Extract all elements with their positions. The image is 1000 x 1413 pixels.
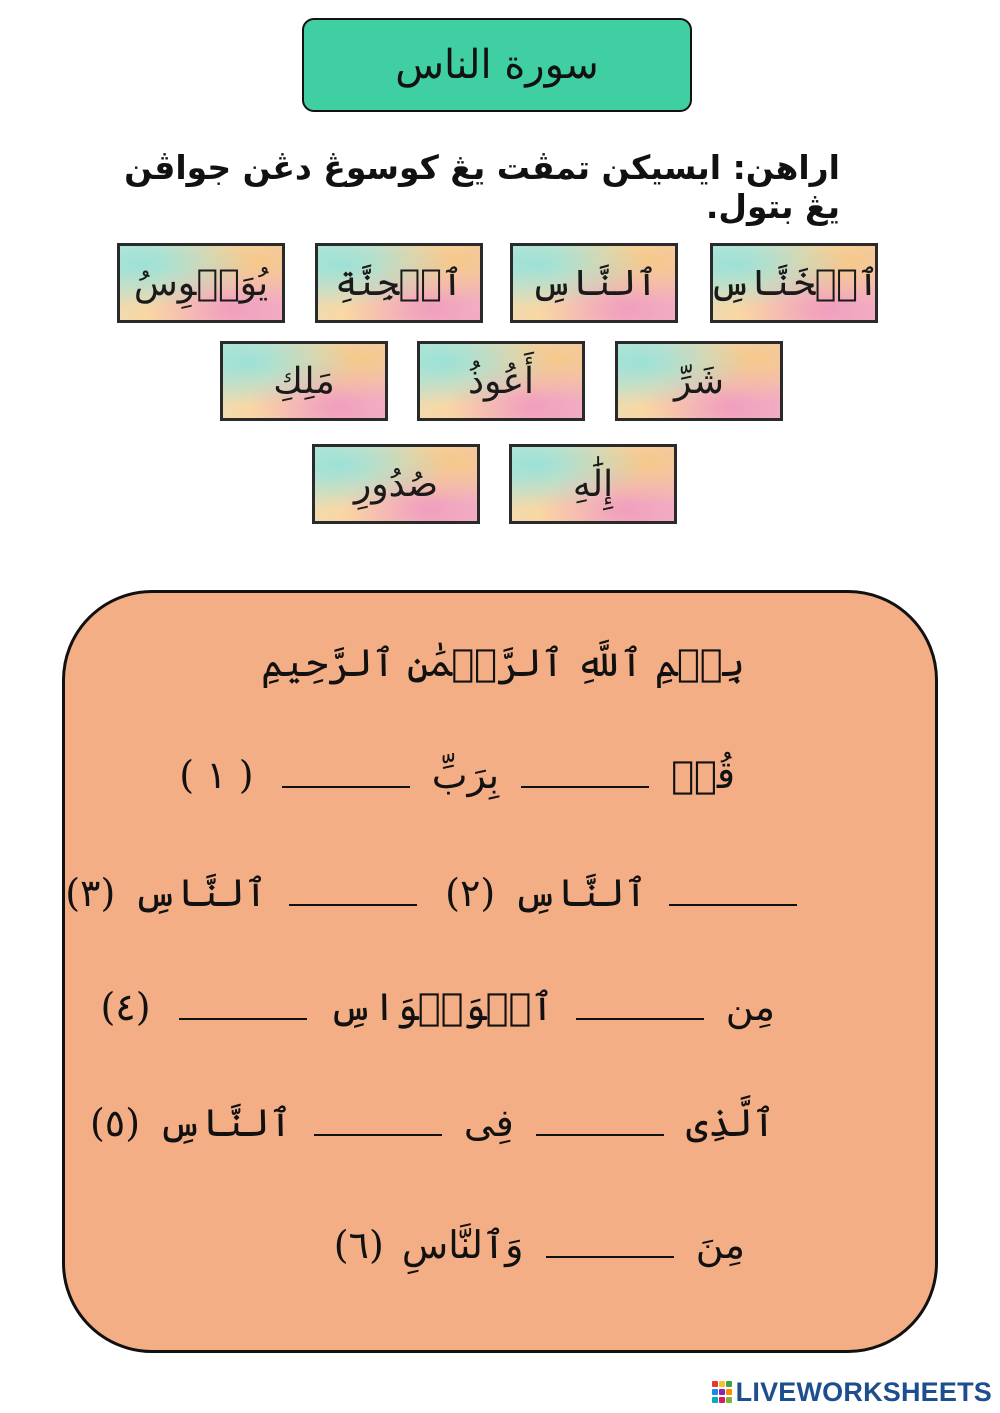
word-card-label: ٱلنَّاسِ [530, 262, 658, 304]
word-card-label: صُدُورِ [353, 463, 439, 505]
verse-number: (٤) [100, 985, 151, 1029]
word-card[interactable] [710, 243, 878, 323]
word-card-label: أَعُوذُ [467, 360, 535, 402]
drop-blank[interactable] [576, 990, 704, 1020]
drop-blank[interactable] [669, 876, 797, 906]
verse-word: ٱلۡوَسۡوَاسِ [328, 985, 554, 1029]
instruction-text: اراهن: ايسيكن تمڤت يڠ کوسوڠ دڠن جواڤن يڠ بتول. [124, 148, 840, 226]
verse-number: (٥) [89, 1101, 141, 1145]
word-card[interactable] [509, 444, 677, 524]
verse-word: وَٱلنَّاسِ [401, 1223, 524, 1267]
drop-blank[interactable] [314, 1106, 442, 1136]
word-card-label: شَرِّ [673, 360, 725, 402]
word-card[interactable] [315, 243, 483, 323]
drop-blank[interactable] [536, 1106, 664, 1136]
word-card[interactable] [117, 243, 285, 323]
verse-number: (٣) [65, 871, 116, 915]
verse-number: ( ١ ) [179, 753, 254, 797]
drop-blank[interactable] [521, 758, 649, 788]
word-card[interactable] [417, 341, 585, 421]
word-card[interactable] [510, 243, 678, 323]
word-card[interactable] [615, 341, 783, 421]
verse-panel [62, 590, 938, 1353]
drop-blank[interactable] [179, 990, 307, 1020]
word-card-label: إِلَٰهِ [572, 463, 614, 505]
verse-number: (٢) [445, 871, 496, 915]
worksheet-title-text: سورة الناس [395, 42, 599, 88]
verse-word: ٱلنَّاسِ [133, 871, 267, 915]
basmala: بِسۡمِ ٱللَّهِ ٱلرَّحۡمَٰنِ ٱلرَّحِيمِ [261, 641, 745, 685]
verse-line-6 [328, 1223, 745, 1267]
liveworksheets-logo [712, 1375, 992, 1409]
verse-word: قُلۡ [671, 753, 735, 797]
verse-word: ٱلَّذِى [685, 1101, 775, 1145]
verse-line-2 [59, 871, 807, 915]
liveworksheets-logo-text: LIVEWORKSHEETS [735, 1376, 992, 1407]
verse-word: بِرَبِّ [431, 753, 500, 797]
verse-word: ٱلنَّاسِ [513, 871, 647, 915]
verse-word: ٱلنَّاسِ [158, 1101, 292, 1145]
verse-line-4 [94, 985, 775, 1029]
liveworksheets-logo-icon [712, 1381, 732, 1403]
verse-line-1 [173, 753, 735, 797]
word-card-label: ٱلۡخَنَّاسِ [709, 262, 879, 304]
verse-line-5 [84, 1101, 775, 1145]
verse-word: فِى [463, 1101, 514, 1145]
drop-blank[interactable] [289, 876, 417, 906]
drop-blank[interactable] [546, 1228, 674, 1258]
word-card-label: مَلِكِ [273, 360, 335, 402]
word-card[interactable] [220, 341, 388, 421]
word-card[interactable] [312, 444, 480, 524]
drop-blank[interactable] [282, 758, 410, 788]
verse-word: مِنَ [695, 1223, 745, 1267]
verse-word: مِن [725, 985, 775, 1029]
word-card-label: ٱلۡجِنَّةِ [335, 262, 463, 304]
worksheet-title [302, 18, 692, 112]
word-card-label: يُوَسۡوِسُ [133, 262, 269, 304]
verse-number: (٦) [333, 1223, 384, 1267]
